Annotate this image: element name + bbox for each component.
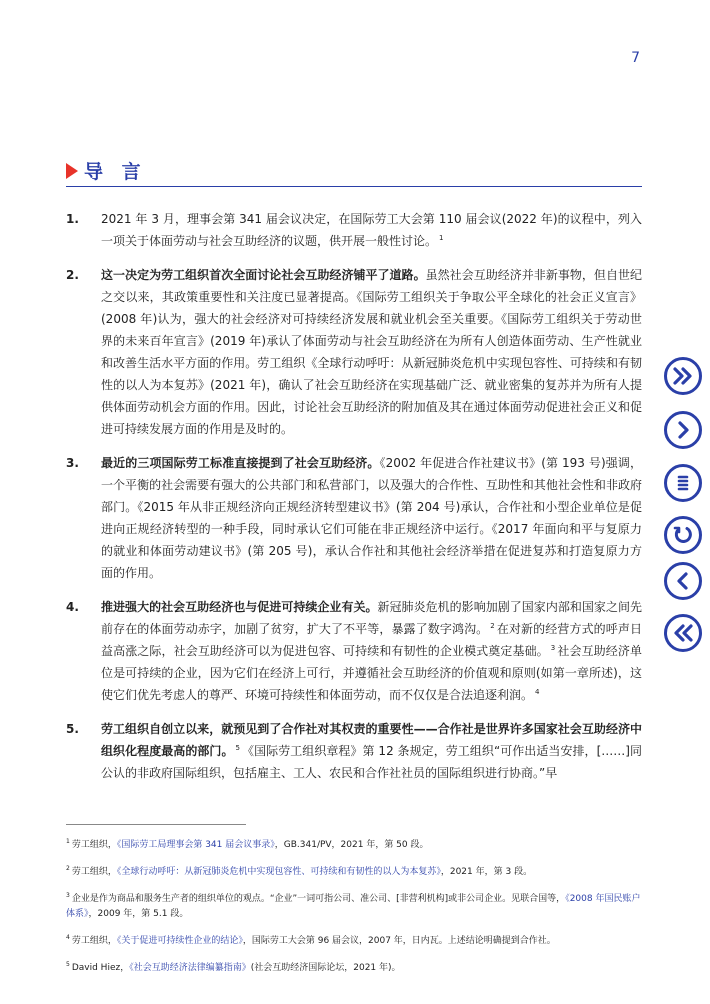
first-page-icon <box>671 621 695 645</box>
footnote-link[interactable]: 《关于促进可持续性企业的结论》 <box>116 936 243 946</box>
paragraph-1 <box>66 208 642 252</box>
footnote-3: $^3$ 企业是作为商品和服务生产者的组织单位的观点。“企业”一词可指公司、准公司、[非营利机构]或非公司企业。见联合国等，《2008 年国民账户体系》，2009 年，第 5.1 段。 <box>66 892 641 919</box>
footnote-ref[interactable]: 4 <box>535 688 540 696</box>
paragraph-number: 1. <box>66 212 79 226</box>
page-number: 7 <box>631 50 640 66</box>
paragraph-number: 5. <box>66 722 79 736</box>
section-heading <box>66 157 147 184</box>
paragraph-4 <box>66 596 642 706</box>
back-button[interactable] <box>664 516 702 554</box>
footnote-link[interactable]: 《全球行动呼吁：从新冠肺炎危机中实现包容性、可持续和有韧性的以人为本复苏》 <box>116 867 441 877</box>
footnote-divider <box>66 824 246 825</box>
paragraph-text: 这一决定为劳工组织首次全面讨论社会互助经济铺平了道路。虽然社会互助经济并非新事物，但自世纪之交以来，其政策重要性和关注度已显著提高。《国际劳工组织关于争取公平全球化的社会正义宣言》(2008 年)认为，强大的社会经济对可持续经济发展和就业机会至关重要。《国际劳工组织关于劳动世界的未来百年宣言》(2019 年)承认了体面劳动与社会互助经济在为所有人创造体面劳动、生产性就业和改善生活水平方面的作用。劳工组织《全球行动呼吁：从新冠肺炎危机中实现包容性、可持续和有韧性的以人为本复苏》(2021 年)，确认了社会互助经济在实现基础广泛、就业密集的复苏并为所有人提供体面劳动机会方面的作用。因此，讨论社会互助经济的附加值及其在通过体面劳动促进社会正义和促进可持续发展方面的作用是及时的。 <box>101 268 642 436</box>
previous-page-icon <box>671 569 695 593</box>
paragraph-text: 推进强大的社会互助经济也与促进可持续企业有关。新冠肺炎危机的影响加剧了国家内部和国家之间先前存在的体面劳动赤字，加剧了贫穷，扩大了不平等，暴露了数字鸿沟。 $^2$ 在对新的经营方式的呼声日益高涨之际，社会互助经济可以为促进包容、可持续和有韧性的企业模式奠定基础。 $^3$ 社会互助经济单位是可持续的企业，因为它们在经济上可行，并遵循社会互助经济的价值观和原则(如第一章所述)，这使它们优先考虑人的尊严、环境可持续性和体面劳动，而不仅仅是合法追逐利润。 $^4$ <box>101 600 642 702</box>
heading-arrow-icon <box>66 163 78 179</box>
paragraph-number: 4. <box>66 600 79 614</box>
paragraph-text: 2021 年 3 月，理事会第 341 届会议决定，在国际劳工大会第 110 届会议(2022 年)的议程中，列入一项关于体面劳动与社会互助经济的议题，供开展一般性讨论。 $^1$ <box>101 212 642 248</box>
last-page-icon <box>671 364 695 388</box>
footnote-2: $^2$ 劳工组织，《全球行动呼吁：从新冠肺炎危机中实现包容性、可持续和有韧性的以人为本复苏》，2021 年，第 3 段。 <box>66 865 533 877</box>
back-icon <box>671 523 695 547</box>
paragraph-text: 最近的三项国际劳工标准直接提到了社会互助经济。《2002 年促进合作社建议书》(第 193 号)强调，一个平衡的社会需要有强大的公共部门和私营部门，以及强大的合作性、互助性和其他社会性和非政府部门。《2015 年从非正规经济向正规经济转型建议书》(第 204 号)承认，合作社和小型企业单位是促进向正规经济转型的一种手段，同时承认它们可能在非正规经济中运行。《2017 年面向和平与复原力的就业和体面劳动建议书》(第 205 号)，承认合作社和其他社会经济举措在促进复苏和打造复原力方面的作用。 <box>101 456 642 580</box>
footnote-link[interactable]: 《2008 年国民账户体系》 <box>66 894 641 919</box>
last-page-button[interactable] <box>664 357 702 395</box>
next-page-button[interactable] <box>664 411 702 449</box>
footnote-ref[interactable]: 2 <box>490 622 495 630</box>
footnote-1: $^1$ 劳工组织，《国际劳工局理事会第 341 届会议事录》，GB.341/PV，2021 年，第 50 段。 <box>66 838 429 850</box>
footnote-link[interactable]: 《国际劳工局理事会第 341 届会议事录》 <box>116 840 275 850</box>
contents-button[interactable] <box>664 464 702 502</box>
first-page-button[interactable] <box>664 614 702 652</box>
heading-title: 导 言 <box>84 161 147 183</box>
paragraph-2 <box>66 264 642 440</box>
body-paragraphs <box>66 208 642 796</box>
paragraph-text: 劳工组织自创立以来，就预见到了合作社对其权责的重要性——合作社是世界许多国家社会互助经济中组织化程度最高的部门。 $^5$ 《国际劳工组织章程》第 12 条规定，劳工组织“可作出适当安排，[……]同公认的非政府国际组织，包括雇主、工人、农民和合作社社员的国际组织进行协商。”早 <box>101 722 642 780</box>
paragraph-5 <box>66 718 642 784</box>
footnote-ref[interactable]: 3 <box>550 644 556 652</box>
paragraph-3 <box>66 452 642 584</box>
paragraph-number: 3. <box>66 456 79 470</box>
footnote-4: $^4$ 劳工组织，《关于促进可持续性企业的结论》，国际劳工大会第 96 届会议，2007 年，日内瓦。上述结论明确提到合作社。 <box>66 934 556 946</box>
next-page-icon <box>671 418 695 442</box>
footnote-link[interactable]: 《社会互助经济法律编纂指南》 <box>129 963 251 973</box>
contents-icon <box>671 471 695 495</box>
paragraph-number: 2. <box>66 268 79 282</box>
heading-divider <box>66 186 642 187</box>
previous-page-button[interactable] <box>664 562 702 600</box>
footnote-ref[interactable]: 5 <box>235 744 240 752</box>
footnote-5: $^5$ David Hiez，《社会互助经济法律编纂指南》(社会互助经济国际论坛，2021 年)。 <box>66 961 401 973</box>
footnote-ref[interactable]: 1 <box>439 234 444 242</box>
footnotes <box>66 834 642 984</box>
